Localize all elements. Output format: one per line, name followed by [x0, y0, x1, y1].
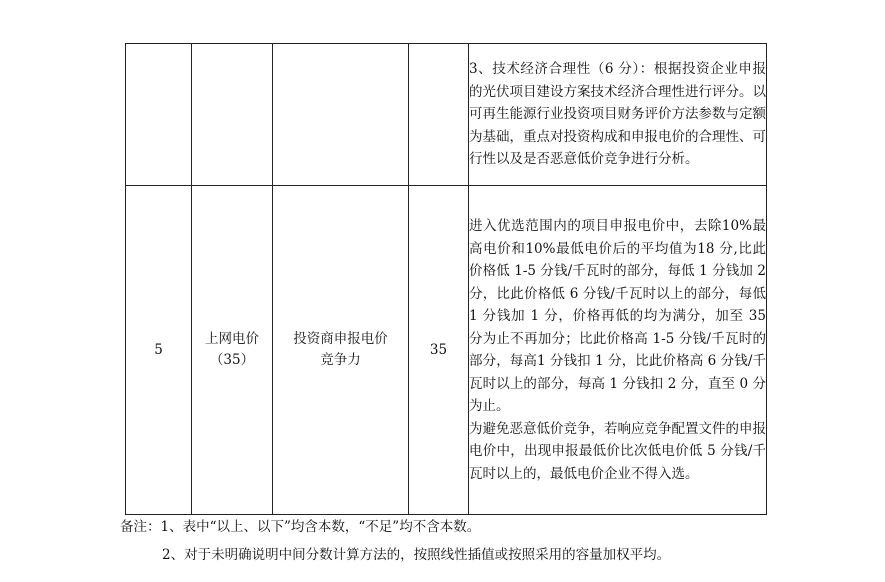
table-row [126, 44, 767, 186]
note-line: 2、对于未明确说明中间分数计算方法的，按照线性插值或按照采用的容量加权平均。 [162, 547, 671, 563]
item-cell [192, 186, 273, 515]
subitem-cell [273, 186, 409, 515]
subitem-cell [273, 44, 409, 186]
item-name: 上网电价 [205, 331, 259, 347]
notes-section [120, 516, 670, 566]
score-cell [409, 44, 469, 186]
scoring-table [125, 43, 767, 515]
row-number-cell: 5 [126, 186, 192, 515]
criteria-paragraph: 进入优选范围内的项目申报电价中，去除10%最高电价和10%最低电价后的平均值为18 分,比此价格低 1-5 分钱/千瓦时的部分，每低 1 分钱加 2 分，比此价格低 6 分钱/千瓦时以上的部分，每低 1 分钱加 1 分，价格再低的均为满分，加至 35 分为止不再加分；比此价格高 1-5 分钱/千瓦时的部分，每高1 分钱扣 1 分，比此价格高 6 分钱/千瓦时以上的部分，每高 1 分钱扣 2 分，直至 0 分为止。 [469, 218, 766, 414]
note-line: 备注：1、表中“以上、以下”均含本数，“不足”均不含本数。 [120, 519, 481, 535]
criteria-cell [469, 44, 767, 186]
criteria-paragraph: 3、技术经济合理性（6 分）：根据投资企业申报的光伏项目建设方案技术经济合理性进行评分。以可再生能源行业投资项目财务评价方法参数与定额为基础，重点对投资构成和申报电价的合理性、可行性以及是否恶意低价竞争进行分析。 [469, 61, 766, 168]
item-cell [192, 44, 273, 186]
score-cell: 35 [409, 186, 469, 515]
table-row [126, 186, 767, 515]
item-score: （35） [209, 352, 255, 368]
subitem-line: 投资商申报电价 [293, 331, 388, 347]
criteria-cell [469, 186, 767, 515]
subitem-line: 竞争力 [320, 352, 361, 368]
criteria-paragraph: 为避免恶意低价竞争，若响应竞争配置文件的申报电价中，出现申报最低价比次低电价低 5 分钱/千瓦时以上的，最低电价企业不得入选。 [469, 420, 766, 482]
row-number-cell [126, 44, 192, 186]
